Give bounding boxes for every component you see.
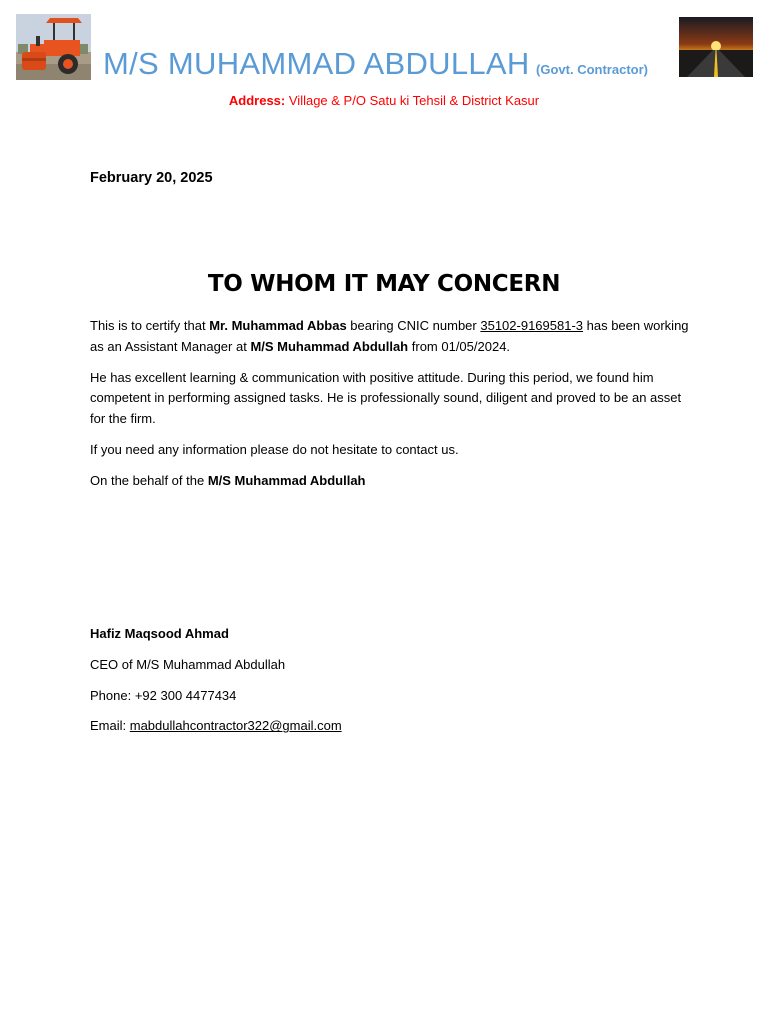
cnic-number: 35102-9169581-3 xyxy=(480,318,584,333)
text-run: has been working as an Assistant Manager at xyxy=(90,318,689,354)
signatory-email xyxy=(90,716,342,736)
signatory-phone: Phone: +92 300 4477434 xyxy=(90,687,237,703)
signature-block xyxy=(90,624,342,747)
letter-heading: TO WHOM IT MAY CONCERN xyxy=(207,271,561,297)
letter-body xyxy=(90,316,690,502)
text-run: bearing CNIC number xyxy=(346,318,481,333)
company-name: M/S MUHAMMAD ABDULLAH xyxy=(103,46,530,81)
road-roller-logo xyxy=(16,14,91,80)
highway-sunset-logo xyxy=(679,17,753,77)
company-name-bold: M/S Muhammad Abdullah xyxy=(250,338,409,354)
email-label: Email: xyxy=(90,718,130,734)
company-address xyxy=(0,93,768,108)
paragraph-contact: If you need any information please do not hesitate to contact us. xyxy=(90,441,459,457)
paragraph-behalf xyxy=(90,471,690,492)
company-name-bold: M/S Muhammad Abdullah xyxy=(207,472,366,488)
address-value: Village & P/O Satu ki Tehsil & District Kasur xyxy=(288,93,540,108)
company-designation: (Govt. Contractor) xyxy=(536,62,648,77)
text-run: On the behalf of the xyxy=(90,472,208,488)
employee-name: Mr. Muhammad Abbas xyxy=(209,318,347,333)
email-link[interactable]: mabdullahcontractor322@gmail.com xyxy=(129,718,342,734)
signatory-name xyxy=(90,624,342,644)
letterhead-title xyxy=(103,46,648,82)
signatory-name-text: Hafiz Maqsood Ahmad xyxy=(90,626,229,641)
letter-date: February 20, 2025 xyxy=(90,170,213,186)
text-run: This is to certify that xyxy=(90,318,210,333)
address-label: Address: xyxy=(228,93,286,108)
signatory-title: CEO of M/S Muhammad Abdullah xyxy=(90,656,286,672)
paragraph-certification xyxy=(90,316,690,357)
paragraph-evaluation: He has excellent learning & communication with positive attitude. During this period, we found him competent in performing assigned tasks. He is professionally sound, diligent and proved to be an asset for the firm. xyxy=(90,369,682,426)
text-run: from 01/05/2024. xyxy=(408,338,511,354)
